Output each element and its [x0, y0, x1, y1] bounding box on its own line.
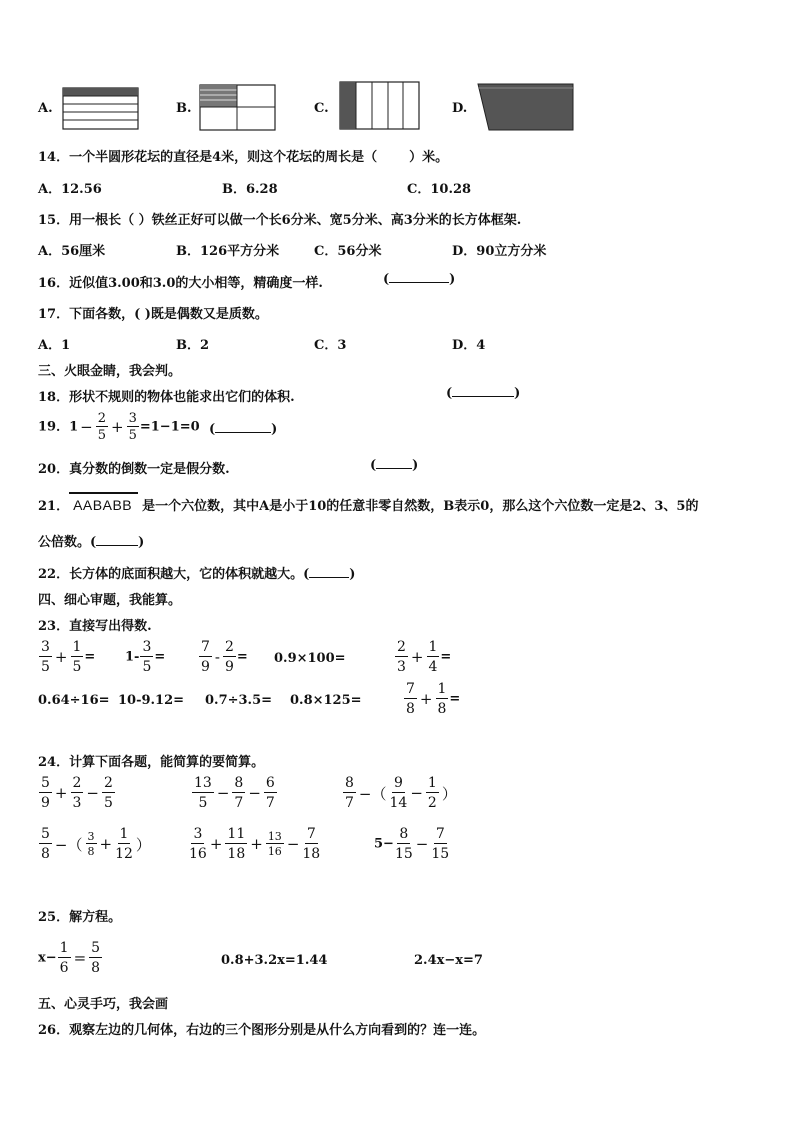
q21-line-1: 21． AABABB 是一个六位数，其中A是小于10的任意非零自然数，B表示0，那么这个六位数一定是2、3、5的 — [38, 492, 698, 514]
q23-r2-a: 0.64÷16= — [38, 693, 110, 708]
q17-option-a[interactable]: A．1 — [38, 338, 71, 353]
q22-stem: 22．长方体的底面积越大，它的体积就越大。( ) — [38, 567, 356, 582]
q19-answer-bracket[interactable]: ( ) — [209, 422, 278, 437]
q15-option-b[interactable]: B．126平方分米 — [176, 244, 280, 259]
q14-option-c[interactable]: C．10.28 — [407, 182, 472, 197]
q24-expr-5: $\frac{3}{16}$ + $\frac{11}{18}$ + $\frac{13}{16}$ − $\frac{7}{18}$ — [189, 826, 321, 862]
q25-equation-1: x− $\frac{1}{6}$ = $\frac{5}{8}$ — [38, 940, 101, 976]
q13-option-b-label[interactable]: B. — [176, 101, 192, 116]
q14-option-a[interactable]: A．12.56 — [38, 182, 102, 197]
q20-stem: 20．真分数的倒数一定是假分数. — [38, 462, 230, 477]
q21-answer-blank[interactable] — [96, 545, 138, 546]
q13-option-a-label[interactable]: A. — [38, 101, 53, 116]
q23-stem: 23．直接写出得数. — [38, 619, 152, 634]
q23-r2-b: 10-9.12= — [118, 693, 185, 708]
q14-stem: 14．一个半圆形花坛的直径是4米，则这个花坛的周长是（ ）米。 — [38, 150, 449, 165]
q17-option-c[interactable]: C．3 — [314, 338, 347, 353]
q15-option-d[interactable]: D．90立方分米 — [452, 244, 547, 259]
q22-answer-blank[interactable] — [309, 577, 349, 578]
q19-fraction-2: $\frac{3}{5}$ — [128, 411, 137, 443]
q16-answer-blank[interactable] — [389, 282, 449, 283]
q17-option-d[interactable]: D．4 — [452, 338, 486, 353]
q18-answer-bracket[interactable]: ( ) — [446, 386, 521, 401]
q24-expr-3: $\frac{8}{7}$ −（ $\frac{9}{14}$ − $\frac{1}{2}$ ） — [345, 775, 457, 811]
q21-overline-number: AABABB — [69, 492, 138, 513]
q24-expr-6: 5− $\frac{8}{15}$ − $\frac{7}{15}$ — [374, 826, 450, 862]
q24-expr-4: $\frac{5}{8}$ −（ $\frac{3}{8}$ + $\frac{1}{12}$ ） — [41, 826, 151, 862]
q20-answer-blank[interactable] — [376, 468, 412, 469]
q24-stem: 24．计算下面各题，能简算的要简算。 — [38, 755, 265, 770]
section-5-heading: 五、心灵手巧，我会画 — [38, 997, 169, 1012]
q23-r2-c: 0.7÷3.5= — [205, 693, 273, 708]
q25-stem: 25．解方程。 — [38, 910, 122, 925]
section-4-heading: 四、细心审题，我能算。 — [38, 593, 182, 608]
q19-fraction-1: $\frac{2}{5}$ — [97, 411, 106, 443]
q13-option-c-label[interactable]: C. — [314, 101, 329, 116]
q13-option-a-figure — [62, 87, 140, 131]
q15-stem: 15．用一根长（ ）铁丝正好可以做一个长6分米、宽5分米、高3分米的长方体框架. — [38, 213, 522, 228]
q26-stem: 26．观察左边的几何体，右边的三个图形分别是从什么方向看到的？连一连。 — [38, 1023, 486, 1038]
q16-answer-bracket[interactable]: ( ) — [383, 272, 456, 287]
q23-r1-a: $\frac{3}{5}$ + $\frac{1}{5}$ = — [41, 639, 96, 675]
q23-r1-e: $\frac{2}{3}$ + $\frac{1}{4}$ = — [397, 639, 452, 675]
q21-line-2: 公倍数。( ) — [38, 535, 145, 550]
q13-option-d-label[interactable]: D. — [452, 101, 468, 116]
section-3-heading: 三、火眼金睛，我会判。 — [38, 364, 182, 379]
q16-stem: 16．近似值3.00和3.0的大小相等，精确度一样. — [38, 276, 323, 291]
q18-answer-blank[interactable] — [452, 396, 514, 397]
q23-r1-d: 0.9×100= — [274, 651, 346, 666]
q13-option-b-figure — [199, 84, 277, 132]
q24-expr-1: $\frac{5}{9}$ + $\frac{2}{3}$ − $\frac{2}{5}$ — [41, 775, 113, 811]
q18-stem: 18．形状不规则的物体也能求出它们的体积. — [38, 390, 295, 405]
q14-option-b[interactable]: B．6.28 — [222, 182, 278, 197]
q17-option-b[interactable]: B．2 — [176, 338, 210, 353]
q25-equation-3: 2.4x−x=7 — [414, 953, 483, 968]
q19-expression: 19．1 − $\frac{2}{5}$ + $\frac{3}{5}$ =1−1=0 — [38, 411, 200, 443]
q23-r1-b: 1- $\frac{3}{5}$ = — [125, 639, 166, 675]
q24-expr-2: $\frac{13}{5}$ − $\frac{8}{7}$ − $\frac{6}{7}$ — [194, 775, 275, 811]
q23-r2-e: $\frac{7}{8}$ + $\frac{1}{8}$ = — [406, 681, 461, 717]
q20-answer-bracket[interactable]: ( ) — [370, 458, 419, 473]
q23-r1-c: $\frac{7}{9}$ - $\frac{2}{9}$ = — [201, 639, 248, 675]
q13-option-d-figure — [477, 82, 575, 132]
q13-option-c-figure — [339, 81, 421, 131]
q15-option-c[interactable]: C．56分米 — [314, 244, 382, 259]
q15-option-a[interactable]: A．56厘米 — [38, 244, 106, 259]
q17-stem: 17．下面各数，( )既是偶数又是质数。 — [38, 307, 268, 322]
q25-equation-2: 0.8+3.2x=1.44 — [221, 953, 328, 968]
q23-r2-d: 0.8×125= — [290, 693, 362, 708]
q19-answer-blank[interactable] — [215, 432, 271, 433]
